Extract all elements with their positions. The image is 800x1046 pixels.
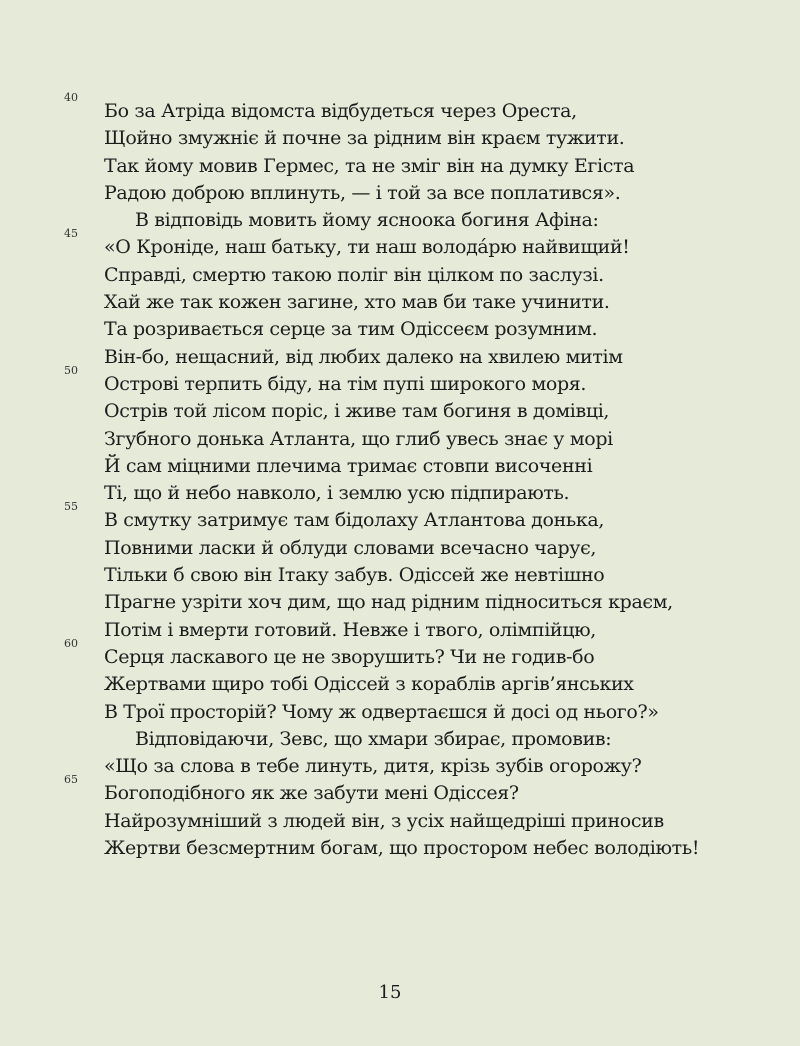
verse-line-text: Повними ласки й облуди словами всечасно чарує, <box>104 536 597 559</box>
verse-line-text: В відповідь мовить йому ясноока богиня Афіна: <box>135 209 599 232</box>
verse-line-text: Найрозумніший з людей він, з усіх найщедріші приносив <box>104 809 664 832</box>
verse-block <box>0 91 800 862</box>
verse-line-text: Тільки б свою він Ітаку забув. Одіссей же невтішно <box>104 564 605 587</box>
verse-line-text: Жертвами щиро тобі Одіссей з кораблів аргів’янських <box>104 673 634 696</box>
verse-line-text: Ті, що й небо навколо, і землю усю підпирають. <box>104 482 570 505</box>
verse-line-text: «Що за слова в тебе линуть, дитя, крізь зубів огорожу? <box>104 755 642 778</box>
verse-line <box>0 153 800 180</box>
verse-line <box>0 480 800 507</box>
verse-line-text: Богоподібного як же забути мені Одіссея? <box>104 782 519 805</box>
verse-line-text: Та розривається серце за тим Одіссеєм розумним. <box>104 318 598 341</box>
verse-line <box>0 316 800 343</box>
line-number: 55 <box>64 500 78 514</box>
verse-line-text: Потім і вмерти готовий. Невже і твого, олімпійцю, <box>104 618 597 641</box>
verse-line-text: Серця ласкавого це не зворушить? Чи не годив-бо <box>104 645 595 668</box>
verse-line-text: Радою доброю вплинуть, — і той за все поплатився». <box>104 181 621 204</box>
page-number: 15 <box>378 982 402 1003</box>
line-number: 40 <box>64 91 78 104</box>
verse-line-text: Острів той лісом поріс, і живе там богиня в домівці, <box>104 400 610 423</box>
verse-line <box>0 808 800 835</box>
verse-line <box>0 500 800 534</box>
verse-line <box>0 453 800 480</box>
line-number: 65 <box>64 773 78 787</box>
verse-line-text: Хай же так кожен загине, хто мав би таке учинити. <box>104 291 610 314</box>
verse-line <box>0 636 800 671</box>
verse-line <box>0 726 800 753</box>
verse-line-text: Так йому мовив Гермес, та не зміг він на думку Егіста <box>104 154 635 177</box>
verse-line-text: Жертви безсмертним богам, що простором небес володіють! <box>104 837 700 860</box>
verse-line <box>0 617 800 644</box>
line-number: 60 <box>64 636 78 650</box>
verse-line-text: В Трої просторій? Чому ж одвертаєшся й досі од нього?» <box>104 700 659 723</box>
verse-line-text: Справді, смертю такою поліг він цілком по заслузі. <box>104 263 604 286</box>
verse-line <box>0 589 800 616</box>
verse-line-text: Прагне узріти хоч дим, що над рідним підноситься краєм, <box>104 591 673 614</box>
verse-line-text: Відповідаючи, Зевс, що хмари збирає, промовив: <box>135 727 612 750</box>
verse-line <box>0 535 800 562</box>
verse-line-text: Щойно змужніє й почне за рідним він краєм тужити. <box>104 127 625 150</box>
verse-line <box>0 289 800 316</box>
line-number: 45 <box>64 227 78 241</box>
verse-line-text: В смутку затримує там бідолаху Атлантова донька, <box>104 509 605 532</box>
verse-line <box>0 207 800 234</box>
verse-line <box>0 91 800 125</box>
verse-line-text: «О Кроніде, наш батьку, ти наш володáрю найвищий! <box>104 236 630 259</box>
verse-line <box>0 773 800 807</box>
verse-line <box>0 426 800 453</box>
verse-line <box>0 262 800 289</box>
verse-line <box>0 753 800 780</box>
verse-line <box>0 180 800 207</box>
verse-line <box>0 671 800 698</box>
verse-line <box>0 363 800 398</box>
verse-line-text: Він-бо, нещасний, від любих далеко на хвилею митім <box>104 345 623 368</box>
verse-line <box>0 699 800 726</box>
line-number: 50 <box>64 363 78 377</box>
verse-line-text: Бо за Атріда відомста відбудеться через Ореста, <box>104 100 577 122</box>
verse-line-text: Згубного донька Атланта, що глиб увесь знає у морі <box>104 427 613 450</box>
verse-line <box>0 227 800 261</box>
verse-line <box>0 562 800 589</box>
verse-line-text: Й сам міцними плечима тримає стовпи височенні <box>104 454 593 477</box>
verse-line-text: Острові терпить біду, на тім пупі широкого моря. <box>104 372 587 395</box>
verse-line <box>0 835 800 862</box>
verse-line <box>0 398 800 425</box>
verse-line <box>0 125 800 152</box>
verse-line <box>0 344 800 371</box>
